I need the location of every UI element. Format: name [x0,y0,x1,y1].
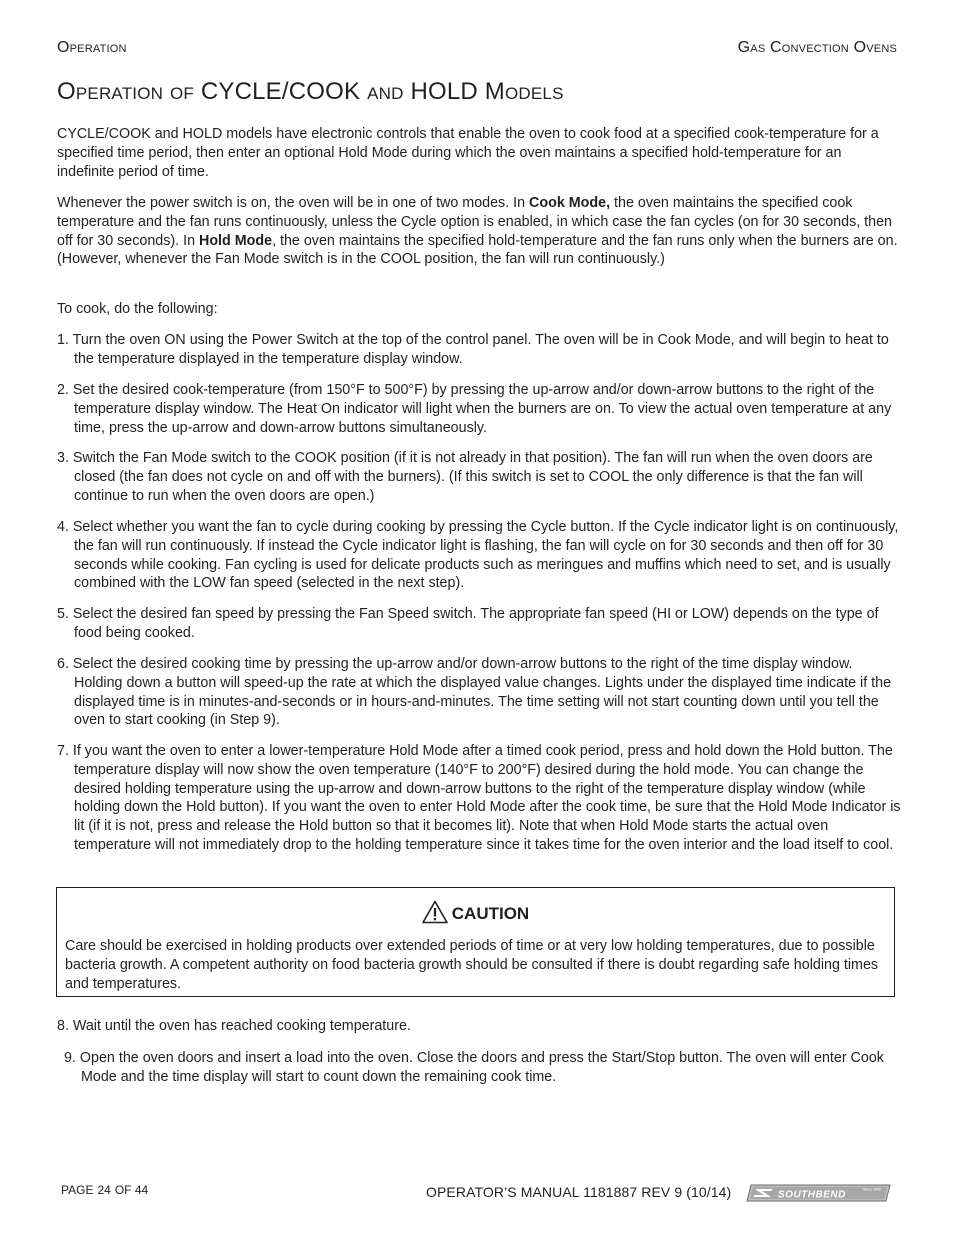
step-8: 8. Wait until the oven has reached cooking temperature. [57,1018,411,1034]
modes-paragraph [57,194,902,269]
page-total: OF 44 [114,1183,149,1197]
cook-mode-term: Cook Mode, [529,195,611,211]
step-1: 1. Turn the oven ON using the Power Switch at the top of the control panel. The oven will be in Cook Mode, and will begin to heat to the temperature displayed in the temperature display window. [57,332,889,367]
logo-wordmark: SOUTHBEND [778,1189,846,1201]
step-2: 2. Set the desired cook-temperature (from 150°F to 500°F) by pressing the up-arrow and/or down-arrow buttons to the right of the temperature display window. The Heat On indicator will light when the burners are on. To view the actual oven temperature at any time, press the up-arrow and down-arrow buttons simultaneously. [57,382,892,436]
southbend-logo [745,1183,893,1203]
step-3: 3. Switch the Fan Mode switch to the COOK position (if it is not already in that position). The fan will run when the oven doors are closed (the fan does not cycle on and off with the burners). (If this switch is set to COOL the only difference is that the fan will continue to run when the oven doors are open.) [57,450,873,504]
manual-reference: OPERATOR’S MANUAL 1181887 REV 9 (10/14) [426,1184,732,1200]
warning-triangle-icon [422,900,448,924]
caution-text: Care should be exercised in holding products over extended periods of time or at very low holding temperatures, due to possible bacteria growth. A competent authority on food bacteria growth should be consulted if there is doubt regarding safe holding times and temperatures. [65,938,879,992]
page-indicator [61,1183,148,1197]
intro-paragraph: CYCLE/COOK and HOLD models have electronic controls that enable the oven to cook food at a specified cook-temperature for a specified time period, then enter an optional Hold Mode during which the oven maintains a specified hold-temperature for an indefinite period of time. [57,126,879,180]
page-number: 24 [97,1183,111,1197]
page-label: PAGE [61,1183,94,1197]
caution-box [56,887,895,997]
running-header-section: Operation [57,39,127,56]
modes-text-1: Whenever the power switch is on, the oven will be in one of two modes. In [57,195,530,211]
to-cook-intro: To cook, do the following: [57,301,218,317]
hold-mode-term: Hold Mode [199,232,273,249]
running-header-product: Gas Convection Ovens [737,39,897,56]
caution-label: CAUTION [451,904,530,923]
caution-heading [57,900,894,924]
step-6: 6. Select the desired cooking time by pressing the up-arrow and/or down-arrow buttons to the right of the time display window. Holding down a button will speed-up the rate at which the displayed value changes. Lights under the displayed time indicate if the displayed time is in minutes-and-seconds or in hours-and-minutes. The time setting will not start counting down until you tell the oven to start cooking (in Step 9). [57,656,892,729]
section-title: Operation of CYCLE/COOK and HOLD Models [57,78,564,105]
modes-text-2: the oven maintains the specified cook temperature and the fan runs continuously, unless the Cycle option is enabled, in which case the fan cycles (on for 30 seconds, then off for 30 seconds). In [57,195,893,249]
modes-text-3: , the oven maintains the specified hold-temperature and the fan runs only when the burners are on. (However, whenever the Fan Mode switch is in the COOL position, the fan will run continuously.) [57,232,898,268]
step-9: 9. Open the oven doors and insert a load into the oven. Close the doors and press the Start/Stop button. The oven will enter Cook Mode and the time display will start to count down the remaining cook time. [64,1050,884,1085]
step-4: 4. Select whether you want the fan to cycle during cooking by pressing the Cycle button. If the Cycle indicator light is on continuously, the fan will run continuously. If instead the Cycle indicator light is flashing, the fan will cycle on for 30 seconds and then off for 30 seconds while cooking. Fan cycling is used for delicate products such as meringues and muffins which need to set, and is usually combined with the LOW fan speed (selected in the next step). [57,519,899,592]
logo-since: Since 1898 [863,1187,881,1192]
step-5: 5. Select the desired fan speed by pressing the Fan Speed switch. The appropriate fan speed (HI or LOW) depends on the type of food being cooked. [57,606,879,641]
step-7: 7. If you want the oven to enter a lower-temperature Hold Mode after a timed cook period, press and hold down the Hold button. The temperature display will now show the oven temperature (140°F to 200°F) desired during the hold mode. You can change the desired holding temperature using the up-arrow and down-arrow buttons to the right of the temperature display window (while holding down the Hold button). If you want the oven to enter Hold Mode after the cook time, be sure that the Hold Mode Indicator is lit (if it is not, press and release the Hold button so that it becomes lit). Note that when Hold Mode starts the actual oven temperature will not immediately drop to the holding temperature since it takes time for the oven interior and the load itself to cool. [57,743,901,853]
